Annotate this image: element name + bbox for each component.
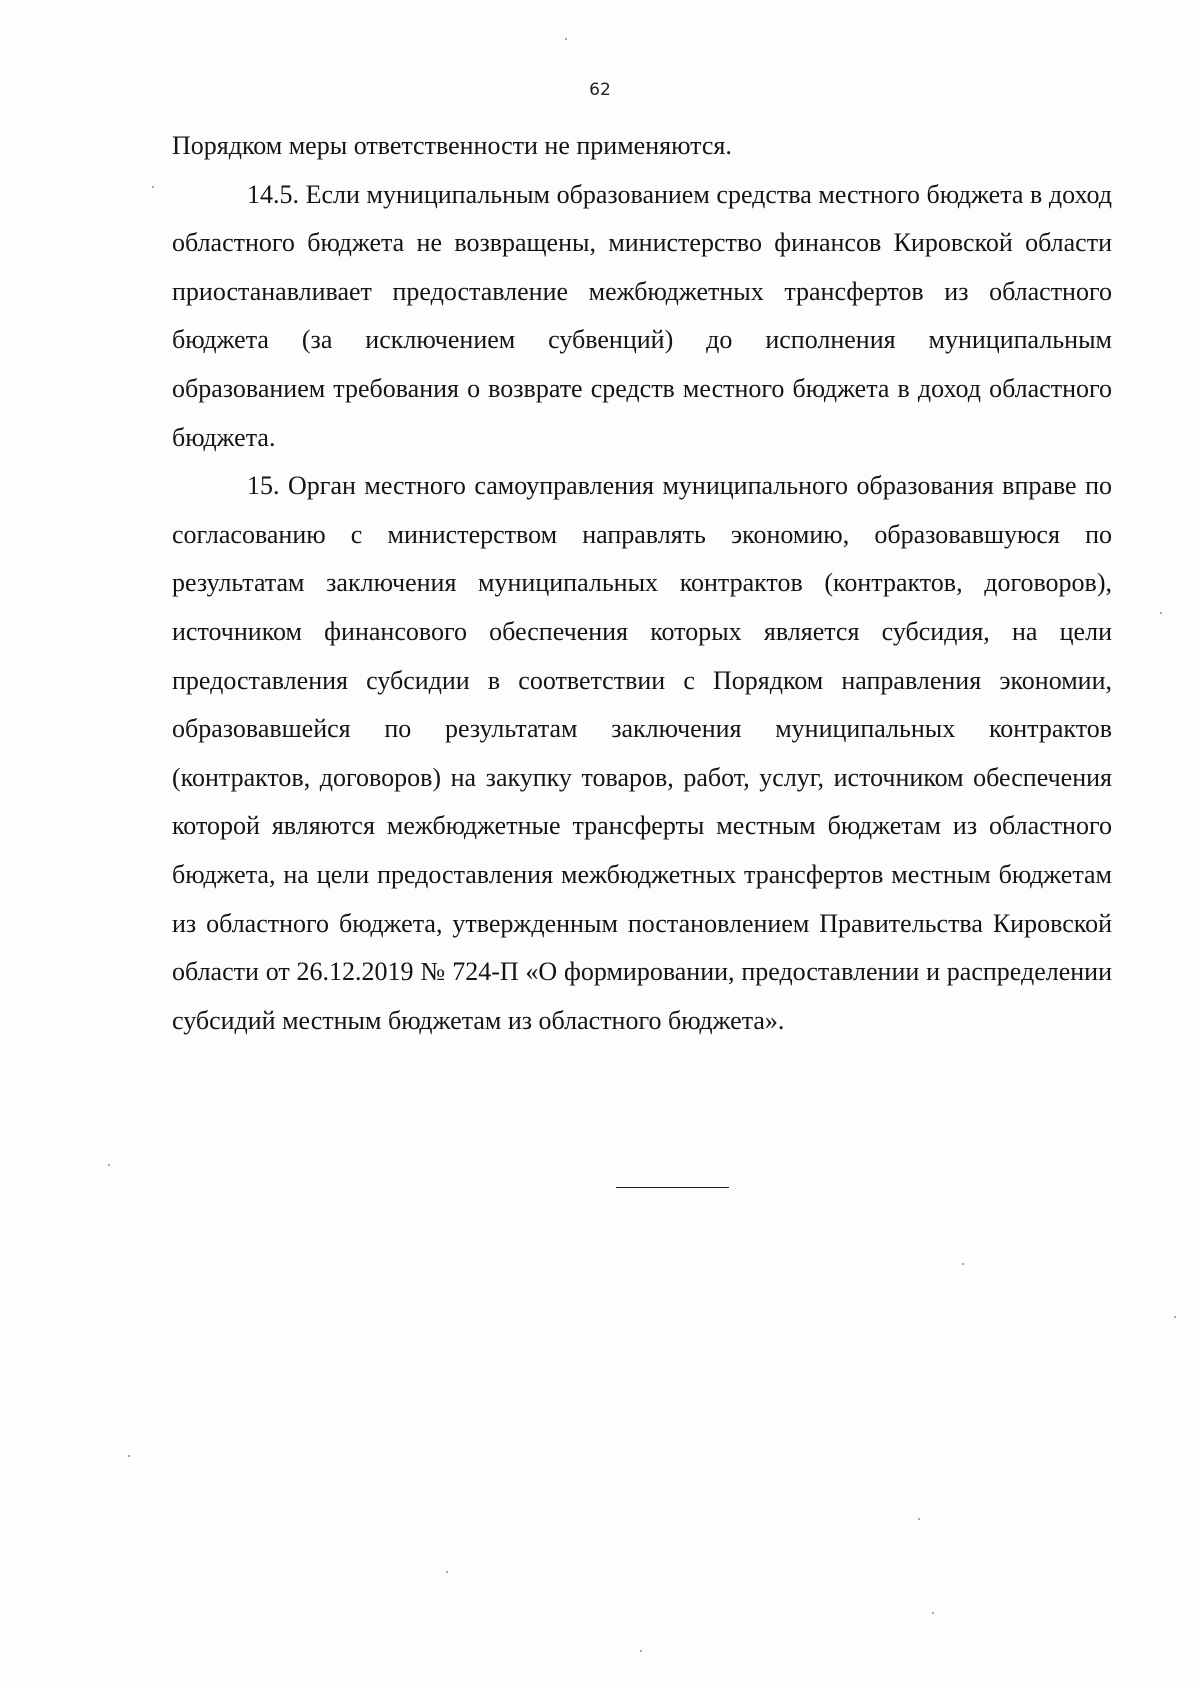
scan-speck <box>108 1164 110 1166</box>
scan-speck <box>932 1612 934 1614</box>
page-number: 62 <box>589 80 611 100</box>
scan-speck <box>128 1455 130 1457</box>
paragraph-continuation: Порядком меры ответственности не применяются. <box>172 131 732 160</box>
scan-speck <box>962 1263 964 1265</box>
scan-speck <box>152 186 154 188</box>
scan-speck <box>1160 612 1162 614</box>
closing-rule <box>616 1187 729 1188</box>
paragraph-14-5: 14.5. Если муниципальным образованием средства местного бюджета в доход областного бюджета не возвращены, министерство финансов Кировской области приостанавливает предоставление межбюджетных трансфертов из областного бюджета (за исключением субвенций) до исполнения муниципальным образованием требования о возврате средств местного бюджета в доход областного бюджета. <box>172 179 1112 452</box>
scan-speck <box>565 38 567 40</box>
scan-speck <box>640 1650 642 1652</box>
paragraph-15: 15. Орган местного самоуправления муниципального образования вправе по согласованию с министерством направлять экономию, образовавшуюся по результатам заключения муниципальных контрактов (контрактов, договоров), источником финансового обеспечения которых является субсидия, на цели предоставления субсидии в соответствии с Порядком направления экономии, образовавшейся по результатам заключения муниципальных контрактов (контрактов, договоров) на закупку товаров, работ, услуг, источником обеспечения которой являются межбюджетные трансферты местным бюджетам из областного бюджета, на цели предоставления межбюджетных трансфертов местным бюджетам из областного бюджета, утвержденным постановлением Правительства Кировской области от 26.12.2019 № 724-П «О формировании, предоставлении и распределении субсидий местным бюджетам из областного бюджета». <box>172 471 1112 1035</box>
document-body <box>172 122 1112 1045</box>
scan-speck <box>918 1518 920 1520</box>
scan-speck <box>446 1571 448 1573</box>
scan-speck <box>1174 1316 1176 1318</box>
